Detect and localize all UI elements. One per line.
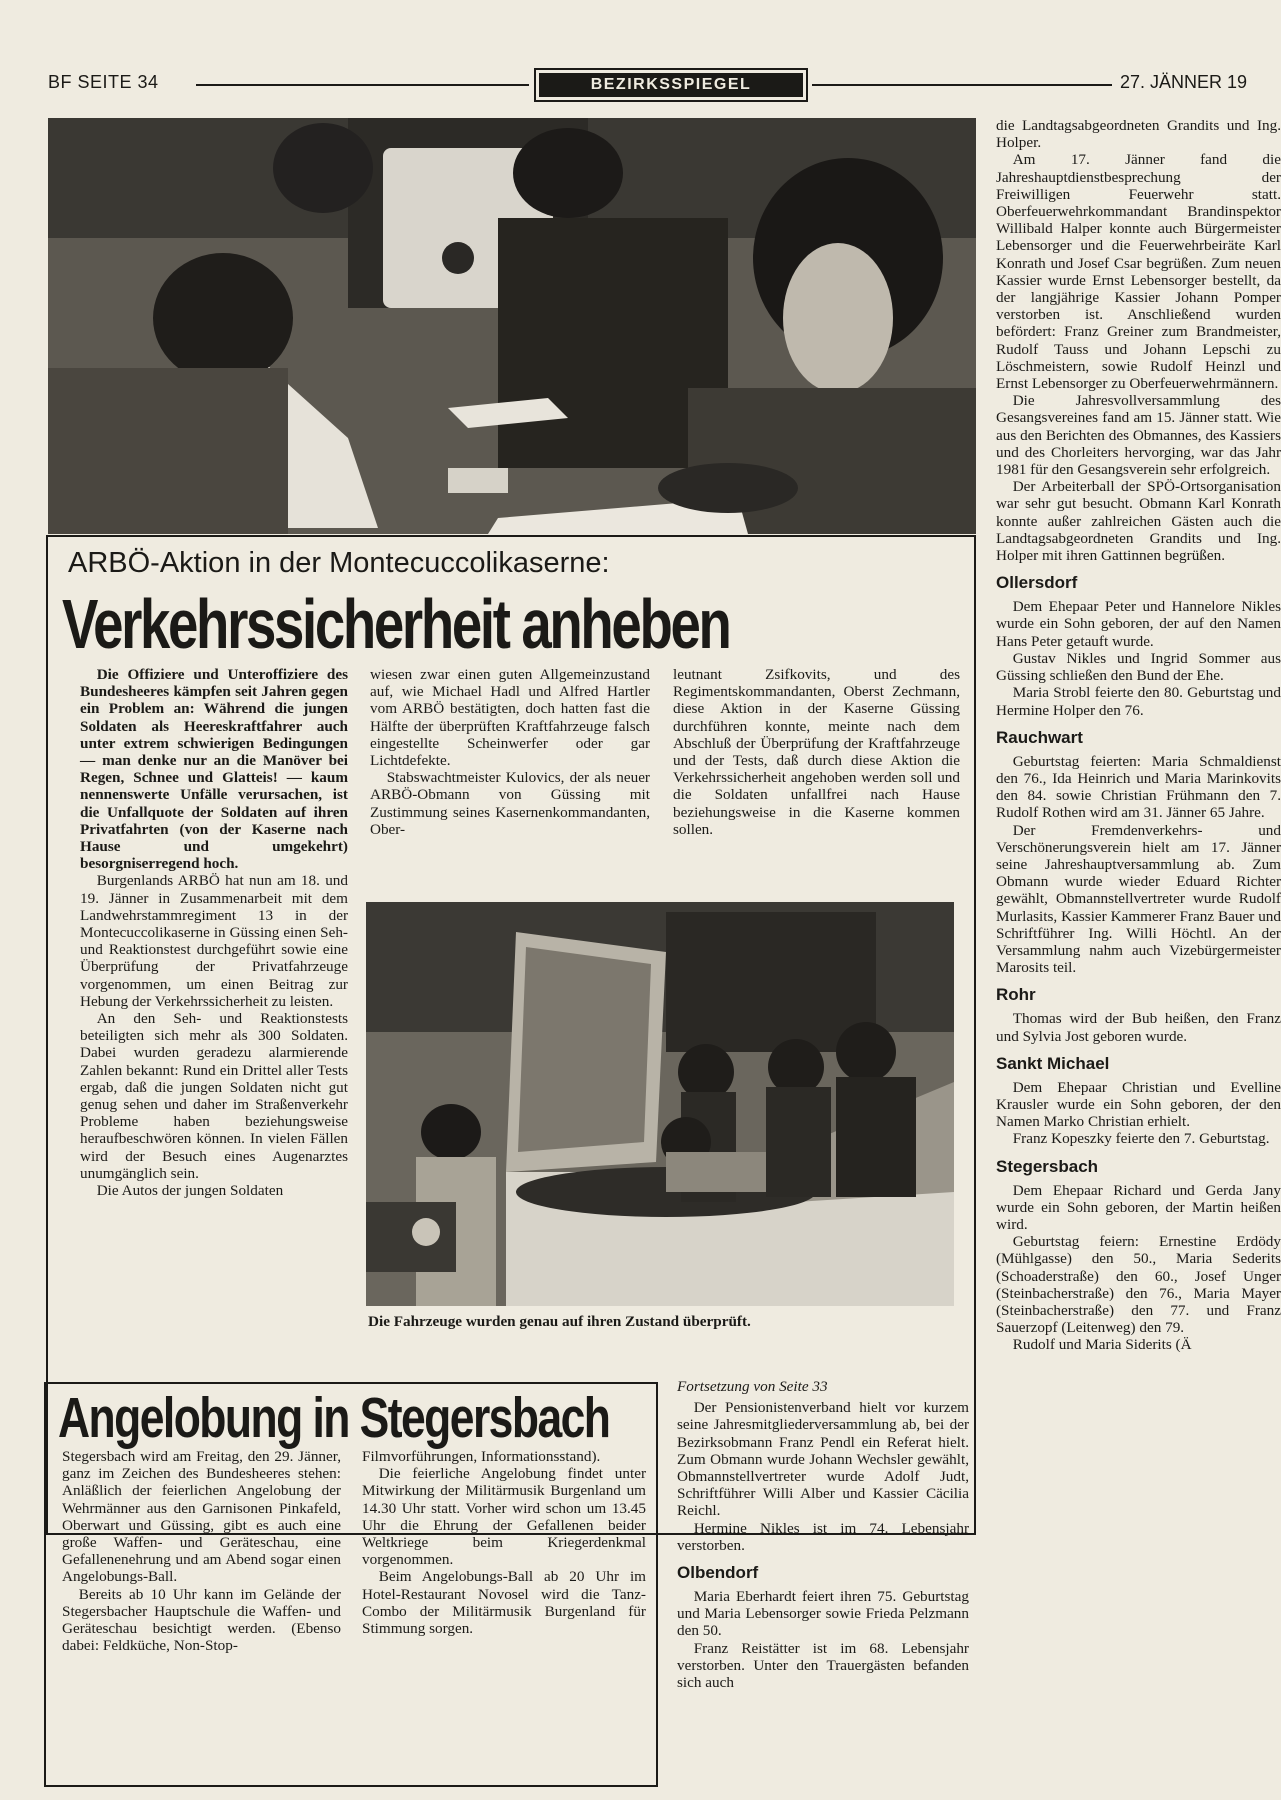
paragraph: Geburtstag feierten: Maria Schmaldienst den 76., Ida Heinrich und Maria Marinkovits den 84. sowie Christian Frühmann den 7. Rudolf Rothen wird am 31. Jänner 65 Jahre. (996, 752, 1281, 822)
paragraph: Gustav Nikles und Ingrid Sommer aus Güssing schließen den Bund der Ehe. (996, 649, 1281, 685)
paragraph: Franz Kopeszky feierte den 7. Geburtstag. (1012, 1130, 1270, 1148)
article-kicker: ARBÖ-Aktion in der Montecuccolikaserne: (68, 547, 610, 579)
header-rule-right (812, 84, 1112, 86)
top-photo (48, 118, 976, 534)
heading-rohr: Rohr (996, 985, 1036, 1005)
paragraph: leutnant Zsifkovits, und des Regimentskommandanten, Oberst Zechmann, diese Aktion in der Kaserne Güssing durchführen konnte, meinte nach dem Abschluß der Überprüfung der Kraftfahrzeuge und der Tests, daß durch diese Aktion die Verkehrssicherheit angehoben werden soll und die Soldaten unfallfrei nach Hause beziehungsweise in die Kaserne kommen sollen. (673, 666, 960, 838)
heading-sankt-michael: Sankt Michael (996, 1053, 1110, 1073)
section-badge-label: BEZIRKSSPIEGEL (539, 73, 803, 97)
page-number: BF SEITE 34 (48, 72, 159, 92)
heading-stegersbach: Stegersbach (996, 1156, 1099, 1176)
paragraph: Stabswachtmeister Kulovics, der als neuer ARBÖ-Obmann von Güssing mit Zustimmung seines Kasernenkommandanten, Ober- (370, 769, 650, 838)
paragraph: Hermine Nikles ist im 74. Lebensjahr verstorben. (677, 1519, 969, 1554)
paragraph: Bereits ab 10 Uhr kann im Gelände der Stegersbacher Hauptschule die Waffen- und Geräteschau besichtigt werden. (Ebenso dabei: Feldküche, Non-Stop- (62, 1585, 341, 1655)
paragraph: Die Jahresvollversammlung des Gesangsvereines fand am 15. Jänner statt. Wie aus den Berichten des Obmannes, des Kassiers und des Chorleiters hervorging, war das Jahr 1981 für den Gesangsverein sehr erfolgreich. (996, 392, 1281, 479)
continuation-note: Fortsetzung von Seite 33 (677, 1378, 828, 1395)
article-lead: Die Offiziere und Unteroffiziere des Bundesheeres kämpfen seit Jahren gegen ein Problem an: Während die jungen Soldaten als Heereskraftfahrer auch unter extrem schwierigen Bedingungen — man denke nur an die Manöver bei Regen, Schnee und Glatteis! — kaum nennenswerte Unfälle verursachen, ist die Unfallquote der Soldaten auf ihren Privatfahrten (von der Kaserne nach Hause und umgekehrt) besorgniserregend hoch. (80, 666, 348, 873)
issue-date: 27. JÄNNER 19 (1120, 72, 1248, 92)
paragraph: An den Seh- und Reaktionstests beteiligten sich mehr als 300 Soldaten. Dabei wurden geradezu alarmierende Zahlen bekannt: Rund ein Drittel aller Tests ergab, daß die jungen Soldaten nicht gut genug sehen und daher im Straßenverkehr Probleme haben beziehungsweise heraufbeschwören können. In vielen Fällen wird der Besuch eines Augenarztes unumgänglich sein. (80, 1010, 348, 1182)
section-badge (534, 68, 808, 102)
paragraph: Die Autos der jungen Soldaten (96, 1182, 284, 1200)
paragraph: Thomas wird der Bub heißen, den Franz und Sylvia Jost geboren wurde. (996, 1010, 1281, 1045)
paragraph: Franz Reistätter ist im 68. Lebensjahr verstorben. Unter den Trauergästen befanden sich auch (677, 1639, 969, 1692)
paragraph: Der Arbeiterball der SPÖ-Ortsorganisation war sehr gut besucht. Obmann Karl Konrath konnte außer zahlreichen Gästen auch die Landtagsabgeordneten Grandits und Ing. Holper mit ihren Gattinnen begrüßen. (996, 478, 1281, 565)
paragraph: Dem Ehepaar Christian und Evelline Krausler wurde ein Sohn geboren, der den Namen Marko Christian erhielt. (996, 1078, 1281, 1131)
local-news-column (996, 117, 1281, 1800)
paragraph: Der Fremdenverkehrs- und Verschönerungsverein hielt am 17. Jänner seine Jahreshauptversammlung ab. Zum Obmann wurde wieder Eduard Richter gewählt, Obmannstellvertreter wurde Rudolf Murlasits, Kassier Kammerer Franz Bauer und Schriftführer Ing. Willi Höchtl. An der Versammlung nahm auch Vizebürgermeister Marosits teil. (996, 821, 1281, 977)
paragraph: Burgenlands ARBÖ hat nun am 18. und 19. Jänner in Zusammenarbeit mit dem Landwehrstammregiment 13 in der Montecuccolikaserne in Güssing einen Seh- und Reaktionstest durchgeführt sowie eine Überprüfung der Privatfahrzeuge vorgenommen, um einen Beitrag zur Hebung der Verkehrssicherheit zu leisten. (80, 872, 348, 1010)
paragraph: Filmvorführungen, Informationsstand). (362, 1448, 601, 1465)
paragraph: Stegersbach wird am Freitag, den 29. Jänner, ganz im Zeichen des Bundesheeres stehen: Anläßlich der feierlichen Angelobung der Wehrmänner aus den Garnisonen Pinkafeld, Oberwart und Güssing, gibt es auch eine große Waffen- und Geräteschau, eine Gefallenenehrung und am Abend sogar einen Angelobungs-Ball. (62, 1448, 341, 1586)
article-column-2 (370, 666, 650, 838)
paragraph: Die feierliche Angelobung findet unter Mitwirkung der Militärmusik Burgenland um 14.30 Uhr statt. Vorher wird schon um 13.45 Uhr die Ehrung der Gefallenen beider Weltkriege beim Kriegerdenkmal vorgenommen. (362, 1465, 646, 1569)
heading-ollersdorf: Ollersdorf (996, 573, 1078, 593)
paragraph: wiesen zwar einen guten Allgemeinzustand auf, wie Michael Hadl und Alfred Hartler vom ARBÖ bestätigten, doch hatten fast die Hälfte der überprüften Kraftfahrzeuge falsch eingestellte Scheinwerfer oder gar Lichtdefekte. (370, 666, 650, 770)
article-column-3 (673, 666, 960, 838)
article2-column-2 (362, 1448, 646, 1637)
article2-column-1 (62, 1448, 341, 1654)
paragraph: Maria Strobl feierte den 80. Geburtstag und Hermine Holper den 76. (996, 684, 1281, 719)
vehicle-photo-image (366, 902, 954, 1306)
paragraph: Rudolf und Maria Siderits (Ä (1012, 1336, 1192, 1354)
heading-rauchwart: Rauchwart (996, 727, 1083, 747)
paragraph: Beim Angelobungs-Ball ab 20 Uhr im Hotel-Restaurant Novosel wird die Tanz-Combo der Militärmusik Burgenland für Stimmung sorgen. (362, 1568, 646, 1638)
vehicle-photo (366, 902, 954, 1306)
article2-headline: Angelobung in Stegersbach (58, 1386, 610, 1450)
paragraph: Am 17. Jänner fand die Jahreshauptdienstbesprechung der Freiwilligen Feuerwehr statt. Oberfeuerwehrkommandant Brandinspektor Willibald Halper konnte auch Bürgermeister Lebensorger und die Feuerwehrbeiräte Karl Konrath und Josef Csar begrüßen. Zum neuen Kassier wurde Ernst Lebensorger bestellt, da der langjährige Kassier Johann Pomper verstorben ist. Anschließend wurden befördert: Franz Greiner zum Brandmeister, Rudolf Tauss und Johann Lepschi zu Löschmeistern, sowie Rudolf Heinzl und Ernst Lebensorger zu Oberfeuerwehrmännern. (996, 151, 1281, 393)
heading-olbendorf: Olbendorf (677, 1563, 759, 1583)
paragraph: die Landtagsabgeordneten Grandits und Ing. Holper. (996, 117, 1281, 152)
paragraph: Der Pensionistenverband hielt vor kurzem seine Jahresmitgliederversammlung ab, bei der Bezirksobmann Franz Pendl ein Referat hielt. Zum Obmann wurde Johann Wechsler gewählt, Obmannstellvertreter wurde Adolf Judt, Schriftführer Willi Alber und Kassier Cäcilia Reichl. (677, 1399, 969, 1520)
continuation-column (677, 1378, 969, 1691)
header-rule-left (196, 84, 529, 86)
top-photo-image (48, 118, 976, 534)
article-column-1 (80, 666, 348, 1199)
paragraph: Maria Eberhardt feiert ihren 75. Geburtstag und Maria Lebensorger sowie Frieda Pelzmann den 50. (677, 1588, 969, 1640)
paragraph: Dem Ehepaar Peter und Hannelore Nikles wurde ein Sohn geboren, der auf den Namen Hans Peter getauft wurde. (996, 598, 1281, 650)
article-headline: Verkehrssicherheit anheben (62, 585, 730, 663)
paragraph: Geburtstag feiern: Ernestine Erdödy (Mühlgasse) den 50., Maria Sederits (Schoaderstraße) den 60., Josef Unger (Steinbacherstraße) den 76., Maria Mayer (Steinbacherstraße) den 77. und Franz Sauerzopf (Leitenweg) den 79. (996, 1233, 1281, 1337)
photo-caption: Die Fahrzeuge wurden genau auf ihren Zustand überprüft. (368, 1313, 751, 1330)
paragraph: Dem Ehepaar Richard und Gerda Jany wurde ein Sohn geboren, der Martin heißen wird. (996, 1181, 1281, 1233)
